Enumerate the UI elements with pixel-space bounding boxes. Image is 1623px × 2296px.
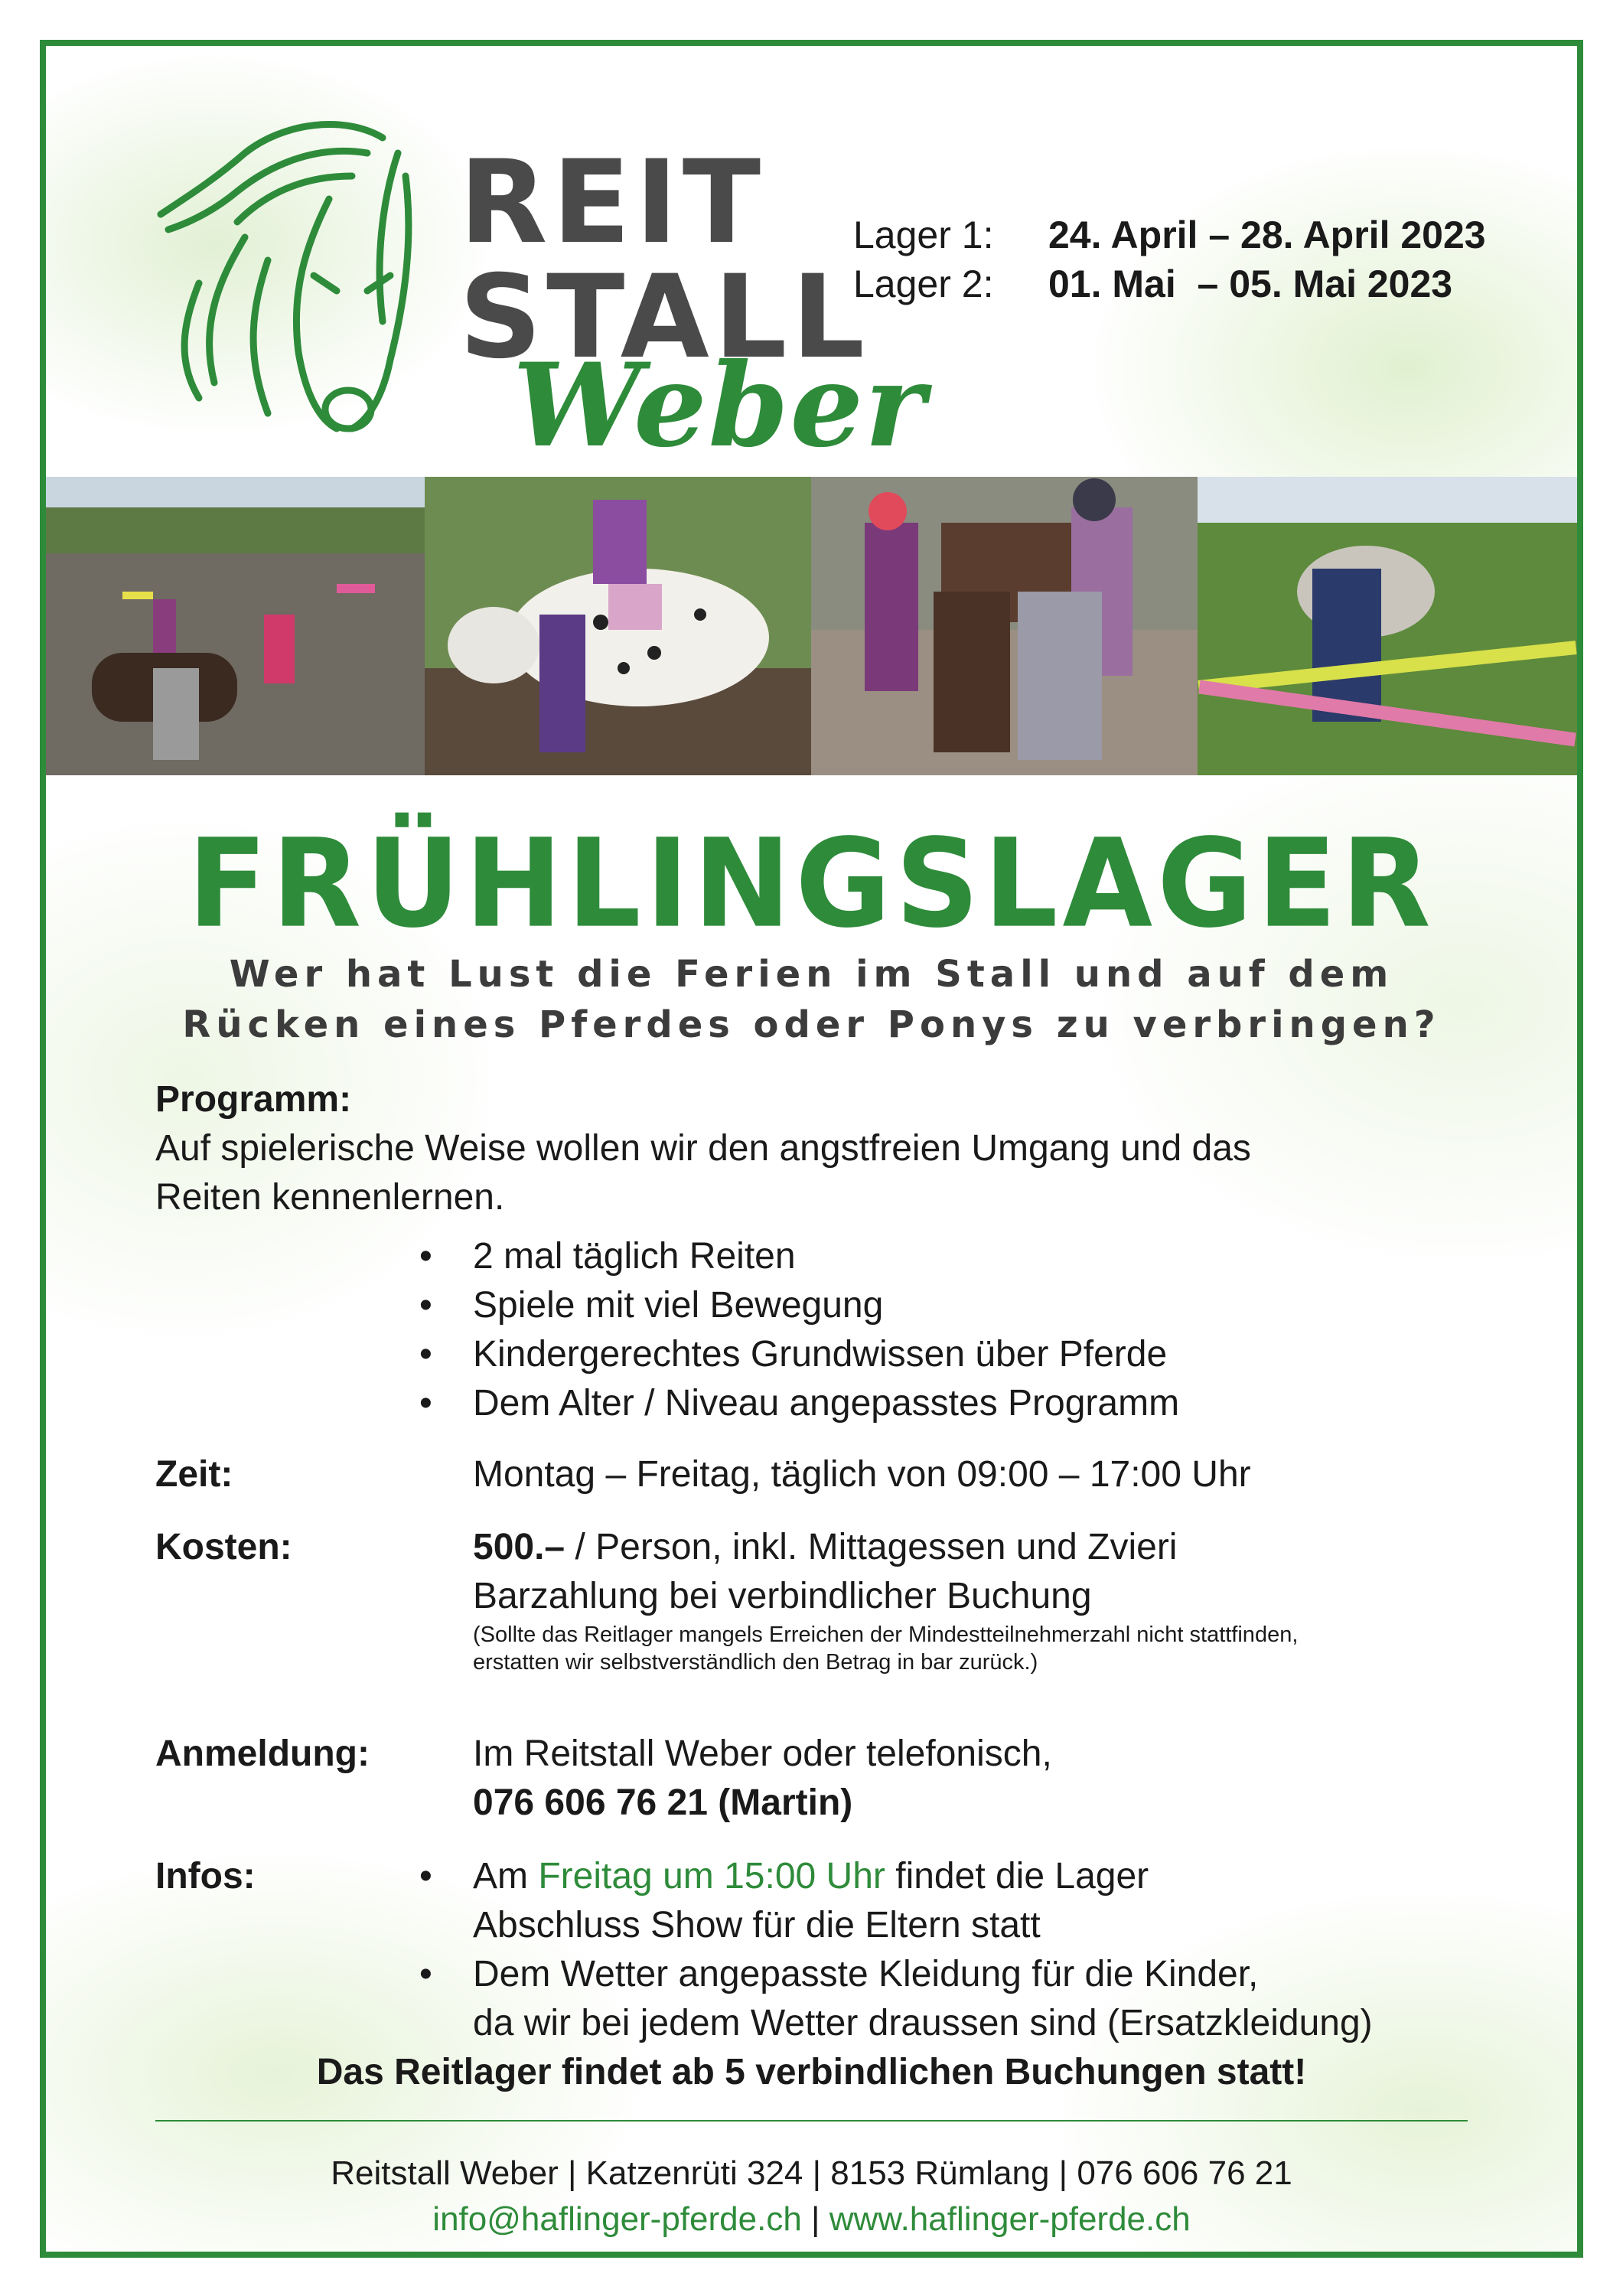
photo-pony-jumping <box>1198 477 1577 775</box>
horse-head-icon <box>153 107 459 459</box>
info-text: Abschluss Show für die Eltern statt <box>473 1905 1041 1945</box>
page-title: FRÜHLINGSLAGER <box>187 812 1436 955</box>
list-item: • Dem Alter / Niveau angepasstes Programm <box>419 1383 1180 1424</box>
divider <box>155 2120 1468 2122</box>
list-item: • Spiele mit viel Bewegung <box>419 1285 884 1326</box>
refund-note: erstatten wir selbstverständlich den Betrag in bar zurück.) <box>473 1650 1038 1675</box>
zeit-label: Zeit: <box>155 1454 233 1495</box>
anmeldung-label: Anmeldung: <box>155 1733 370 1774</box>
infos-list <box>419 1852 1373 2048</box>
footer-separator: | <box>801 2200 829 2238</box>
zeit-value: Montag – Freitag, täglich von 09:00 – 17:00 Uhr <box>473 1454 1251 1495</box>
programm-heading: Programm: <box>155 1079 352 1120</box>
price-detail: / Person, inkl. Mittagessen und Zvieri <box>565 1527 1178 1567</box>
payment-info: Barzahlung bei verbindlicher Buchung <box>473 1576 1092 1616</box>
refund-note: (Sollte das Reitlager mangels Erreichen der Mindestteilnehmerzahl nicht stattfinden, <box>473 1623 1299 1647</box>
photo-riding-arena <box>46 477 425 775</box>
info-text: findet die Lager <box>885 1856 1149 1896</box>
camp-date: 01. Mai – 05. Mai 2023 <box>1048 263 1453 305</box>
anmeldung-value <box>473 1730 1052 1828</box>
website-link[interactable]: www.haflinger-pferde.ch <box>829 2200 1191 2238</box>
kosten-label: Kosten: <box>155 1527 292 1567</box>
list-item-text: Kindergerechtes Grundwissen über Pferde <box>473 1334 1168 1375</box>
programm-list <box>419 1232 1180 1428</box>
camp-label: Lager 1: <box>853 214 994 256</box>
footer-address: Reitstall Weber | Katzenrüti 324 | 8153 Rümlang | 076 606 76 21 <box>331 2154 1292 2192</box>
list-item: • Kindergerechtes Grundwissen über Pferde <box>419 1334 1168 1375</box>
minimum-bookings-note: Das Reitlager findet ab 5 verbindlichen Buchungen statt! <box>316 2052 1307 2092</box>
logo-word-stall: STALL <box>459 251 869 384</box>
list-item-text: 2 mal täglich Reiten <box>473 1236 796 1277</box>
list-item-text: Dem Alter / Niveau angepasstes Programm <box>473 1383 1180 1424</box>
email-link[interactable]: info@haflinger-pferde.ch <box>432 2200 802 2238</box>
info-highlight: Freitag um 15:00 Uhr <box>538 1856 885 1896</box>
info-text: Dem Wetter angepasste Kleidung für die Kinder, <box>473 1954 1259 1994</box>
camp-label: Lager 2: <box>853 263 994 305</box>
logo-word-weber: Weber <box>513 338 927 473</box>
infos-label: Infos: <box>155 1856 256 1896</box>
camp-row <box>853 259 1486 308</box>
anmeldung-text: Im Reitstall Weber oder telefonisch, <box>473 1733 1052 1774</box>
subtitle-line: Wer hat Lust die Ferien im Stall und auf dem <box>229 953 1394 996</box>
subtitle-line: Rücken eines Pferdes oder Ponys zu verbringen? <box>182 1003 1441 1046</box>
price: 500.– <box>473 1527 565 1567</box>
info-text: Am <box>473 1856 539 1896</box>
camp-row <box>853 210 1486 259</box>
list-item: • Dem Wetter angepasste Kleidung für die Kinder, da wir bei jedem Wetter draussen sind (Ersatzkleidung) <box>419 1954 1373 2043</box>
logo-word-reit: REIT <box>459 136 766 269</box>
info-text: da wir bei jedem Wetter draussen sind (Ersatzkleidung) <box>473 2003 1373 2043</box>
photo-strip <box>46 477 1577 775</box>
list-item: • 2 mal täglich Reiten <box>419 1236 796 1277</box>
programm-intro: Auf spielerische Weise wollen wir den angstfreien Umgang und das <box>155 1128 1251 1169</box>
photo-pony-saddle <box>425 477 811 775</box>
flyer-frame <box>40 40 1583 2258</box>
phone-number: 076 606 76 21 (Martin) <box>473 1782 853 1823</box>
camp-date: 24. April – 28. April 2023 <box>1048 214 1486 256</box>
camp-dates <box>853 210 1486 308</box>
programm-section <box>155 1075 1251 1222</box>
subtitle <box>46 949 1577 1050</box>
footer <box>46 2151 1577 2242</box>
list-item-text: Spiele mit viel Bewegung <box>473 1285 884 1326</box>
list-item: • Am Freitag um 15:00 Uhr findet die Lager Abschluss Show für die Eltern statt <box>419 1856 1149 1945</box>
kosten-value <box>473 1523 1298 1676</box>
programm-intro: Reiten kennenlernen. <box>155 1177 505 1218</box>
photo-kids-with-pony <box>811 477 1198 775</box>
